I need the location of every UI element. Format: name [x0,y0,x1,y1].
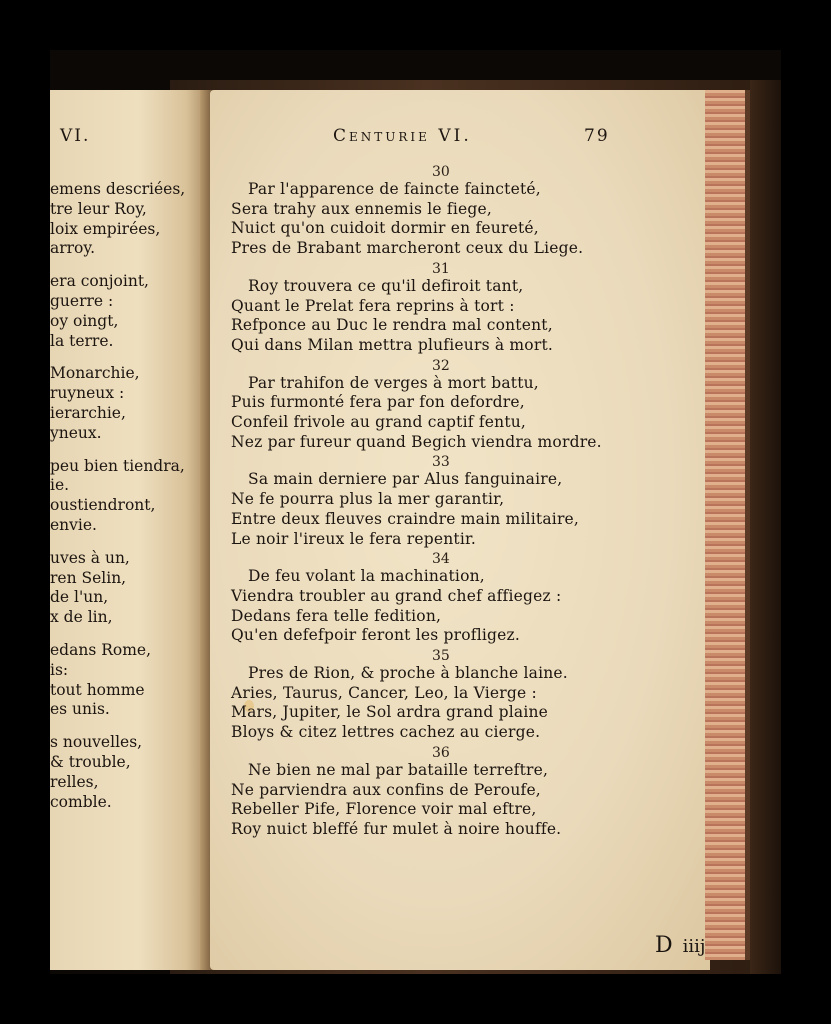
left-page [50,90,212,970]
left-page-line: s nouvelles, [50,733,143,752]
quatrain-number: 35 [432,648,450,664]
left-page-line: comble. [50,792,112,811]
left-page-line: arroy. [50,239,96,258]
verse-line: Ne bien ne mal par bataille terreftre, [248,760,549,779]
quatrain-number: 32 [432,357,450,374]
verse-line: Nuict qu'on cuidoit dormir en feureté, [231,219,539,238]
running-title: Centurie VI. [333,126,472,146]
signature-folio: iiij [682,936,706,957]
left-page-line: de l'un, [50,588,109,607]
verse-line: Ne parviendra aux confins de Peroufe, [231,780,541,799]
left-page-line: es unis. [50,700,110,719]
verse-line: De feu volant la machination, [248,567,485,586]
verse-line: Roy trouvera ce qu'il defiroit tant, [248,276,524,295]
left-page-line: relles, [50,772,99,791]
left-page-line: la terre. [50,331,114,350]
verse-line: Dedans fera telle fedition, [231,606,442,625]
book-cover [750,80,781,974]
left-running-head: VI. [60,126,91,146]
verse-line: Qui dans Milan mettra plufieurs à mort. [231,335,554,354]
verse-line: Le noir l'ireux le fera repentir. [231,529,477,548]
left-page-line: ierarchie, [50,404,126,422]
left-page-line: tre leur Roy, [50,199,147,218]
left-page-line: tout homme [50,680,145,699]
left-page-line: yneux. [50,423,102,442]
page-edges [705,90,751,960]
left-page-line: emens descriées, [50,180,186,198]
verse-line: Viendra troubler au grand chef affiegez : [231,586,562,605]
left-page-text [50,90,210,970]
left-page-line: Monarchie, [50,364,140,383]
left-page-line: is: [50,660,69,679]
verse-line: Ne fe pourra plus la mer garantir, [231,490,505,509]
verse-line: Aries, Taurus, Cancer, Leo, la Vierge : [231,683,537,702]
right-page [210,90,710,970]
left-page-line: edans Rome, [50,641,151,659]
verse-line: Quant le Prelat fera reprins à tort : [231,296,515,315]
verse-line: Par trahifon de verges à mort battu, [248,373,539,392]
verse-line: Par l'apparence de faincte faincteté, [248,180,541,198]
left-page-line: era conjoint, [50,272,149,291]
left-page-line: uves à un, [50,548,130,567]
verse-line: Confeil frivole au grand captif fentu, [231,413,527,431]
photo-frame [50,50,781,974]
verse-line: Refponce au Duc le rendra mal content, [231,316,553,335]
left-page-line: guerre : [50,292,114,310]
left-page-line: ruyneux : [50,384,125,403]
quatrain-number: 34 [432,551,450,568]
verse-line: Nez par fureur quand Begich viendra mordre. [231,432,602,451]
page-number: 79 [584,126,610,146]
left-page-line: loix empirées, [50,219,161,238]
verse-line: Puis furmonté fera par fon defordre, [231,393,525,412]
right-page-text [210,90,710,970]
verse-line: Roy nuict bleffé fur mulet à noire houffe. [231,819,562,838]
verse-line: Pres de Brabant marcheront ceux du Liege. [231,239,584,258]
verse-line: Sa main derniere par Alus fanguinaire, [248,470,563,489]
quatrain-number: 36 [432,744,450,761]
verse-line: Bloys & citez lettres cachez au cierge. [231,723,541,742]
left-page-line: peu bien tiendra, [50,456,185,475]
left-page-line: ren Selin, [50,568,127,587]
quatrain-number: 30 [432,164,450,180]
quatrain-number: 31 [432,260,450,277]
verse-line: Rebeller Pife, Florence voir mal eftre, [231,800,537,819]
quatrain-number: 33 [432,454,450,471]
signature-mark: D [655,933,673,958]
left-page-line: & trouble, [50,753,131,771]
verse-line: Pres de Rion, & proche à blanche laine. [248,664,568,682]
left-page-line: x de lin, [50,608,113,627]
verse-line: Entre deux fleuves craindre main militaire, [231,509,580,528]
page-footer [655,933,706,958]
verse-line: Qu'en defefpoir feront les profligez. [231,626,521,645]
left-page-line: oy oingt, [50,311,119,330]
verse-line: Sera trahy aux ennemis le fiege, [231,199,492,218]
left-page-line: ie. [50,476,70,495]
left-page-line: envie. [50,516,97,534]
left-page-line: oustiendront, [50,496,156,515]
verse-line: Mars, Jupiter, le Sol ardra grand plaine [231,703,549,722]
